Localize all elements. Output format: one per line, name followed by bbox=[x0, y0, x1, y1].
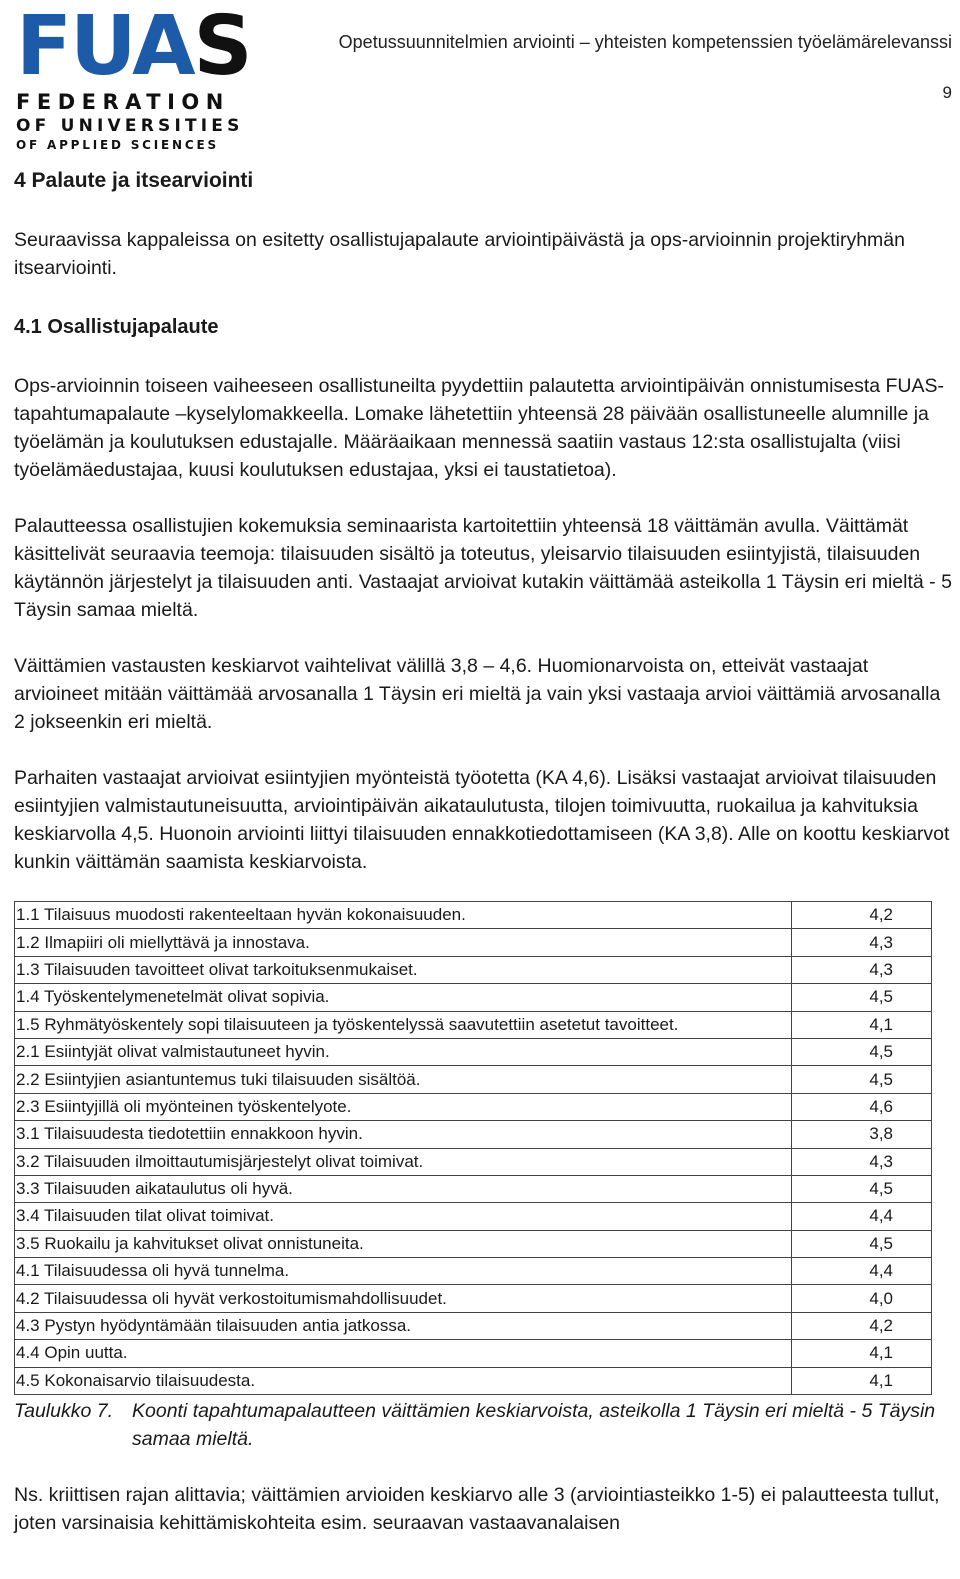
logo-line-1: FEDERATION bbox=[16, 90, 230, 114]
table-row bbox=[15, 1066, 932, 1093]
mean-value-cell: 4,2 bbox=[792, 1312, 932, 1339]
paragraph: Ops-arvioinnin toiseen vaiheeseen osallistuneilta pyydettiin palautetta arviointipäivän onnistumisesta FUAS-tapahtumapalaute –kyselylomakkeella. Lomake lähetettiin yhteensä 28 päivään osallistuneelle alumnille ja työelämän ja koulutuksen edustajalle. Määräaikaan mennessä saatiin vastaus 12:sta osallistujalta (viisi työelämäedustajaa, kuusi koulutuksen edustajaa, yksi ei taustatietoa). bbox=[14, 375, 945, 481]
section-heading: 4 Palaute ja itsearviointi bbox=[14, 169, 254, 192]
table-row bbox=[15, 1285, 932, 1312]
page-number: 9 bbox=[942, 83, 952, 102]
statement-cell: 4.5 Kokonaisarvio tilaisuudesta. bbox=[15, 1367, 792, 1394]
statement-cell: 1.3 Tilaisuuden tavoitteet olivat tarkoituksenmukaiset. bbox=[15, 956, 792, 983]
logo-line-3: OF APPLIED SCIENCES bbox=[16, 138, 219, 152]
mean-value-cell: 4,3 bbox=[792, 1148, 932, 1175]
document-body bbox=[14, 166, 954, 1537]
table-row bbox=[15, 956, 932, 983]
mean-value-cell: 4,3 bbox=[792, 956, 932, 983]
subsection-heading: 4.1 Osallistujapalaute bbox=[14, 316, 219, 338]
mean-value-cell: 4,5 bbox=[792, 1230, 932, 1257]
mean-value-cell: 4,0 bbox=[792, 1285, 932, 1312]
mean-value-cell: 4,1 bbox=[792, 1340, 932, 1367]
logo-wordmark: FUAS bbox=[16, 0, 251, 94]
mean-value-cell: 4,4 bbox=[792, 1203, 932, 1230]
closing-paragraph: Ns. kriittisen rajan alittavia; väittämien arvioiden keskiarvo alle 3 (arviointiasteikko 1-5) ei palautteesta tullut, joten varsinaisia kehittämiskohteita esim. seuraavan vastaavanalaisen bbox=[14, 1484, 940, 1535]
logo-line-2: OF UNIVERSITIES bbox=[16, 116, 244, 136]
mean-value-cell: 4,1 bbox=[792, 1367, 932, 1394]
statement-cell: 4.3 Pystyn hyödyntämään tilaisuuden antia jatkossa. bbox=[15, 1312, 792, 1339]
mean-value-cell: 4,5 bbox=[792, 984, 932, 1011]
statement-cell: 3.5 Ruokailu ja kahvitukset olivat onnistuneita. bbox=[15, 1230, 792, 1257]
table-row bbox=[15, 929, 932, 956]
table-row bbox=[15, 1312, 932, 1339]
statement-cell: 3.1 Tilaisuudesta tiedotettiin ennakkoon hyvin. bbox=[15, 1121, 792, 1148]
mean-value-cell: 4,5 bbox=[792, 1038, 932, 1065]
table-row bbox=[15, 902, 932, 929]
statement-cell: 1.5 Ryhmätyöskentely sopi tilaisuuteen ja työskentelyssä saavutettiin asetetut tavoitteet. bbox=[15, 1011, 792, 1038]
caption-label: Taulukko 7. bbox=[14, 1400, 114, 1423]
statement-cell: 2.2 Esiintyjien asiantuntemus tuki tilaisuuden sisältöä. bbox=[15, 1066, 792, 1093]
mean-value-cell: 4,1 bbox=[792, 1011, 932, 1038]
statement-cell: 3.2 Tilaisuuden ilmoittautumisjärjestelyt olivat toimivat. bbox=[15, 1148, 792, 1175]
table-row bbox=[15, 1203, 932, 1230]
statement-cell: 1.1 Tilaisuus muodosti rakenteeltaan hyvän kokonaisuuden. bbox=[15, 902, 792, 929]
table-row bbox=[15, 1258, 932, 1285]
table-row bbox=[15, 1148, 932, 1175]
fuas-logo bbox=[16, 0, 251, 152]
mean-value-cell: 4,3 bbox=[792, 929, 932, 956]
mean-value-cell: 4,5 bbox=[792, 1066, 932, 1093]
mean-value-cell: 4,2 bbox=[792, 902, 932, 929]
statement-cell: 4.2 Tilaisuudessa oli hyvät verkostoitumismahdollisuudet. bbox=[15, 1285, 792, 1312]
paragraph: Väittämien vastausten keskiarvot vaihtelivat välillä 3,8 – 4,6. Huomionarvoista on, etteivät vastaajat arvioineet mitään väittämää arvosanalla 1 Täysin eri mieltä ja vain yksi vastaaja arvioi väittämiä arvosanalla 2 jokseenkin eri mieltä. bbox=[14, 655, 941, 733]
statement-cell: 2.3 Esiintyjillä oli myönteinen työskentelyote. bbox=[15, 1093, 792, 1120]
statement-cell: 3.3 Tilaisuuden aikataulutus oli hyvä. bbox=[15, 1175, 792, 1202]
statement-cell: 1.4 Työskentelymenetelmät olivat sopivia. bbox=[15, 984, 792, 1011]
section-intro: Seuraavissa kappaleissa on esitetty osallistujapalaute arviointipäivästä ja ops-arvioinnin projektiryhmän itsearviointi. bbox=[14, 229, 905, 279]
running-header: Opetussuunnitelmien arviointi – yhteisten kompetenssien työelämärelevanssi bbox=[338, 32, 952, 52]
mean-value-cell: 4,6 bbox=[792, 1093, 932, 1120]
table-row bbox=[15, 1121, 932, 1148]
table-row bbox=[15, 1340, 932, 1367]
statement-cell: 4.1 Tilaisuudessa oli hyvä tunnelma. bbox=[15, 1258, 792, 1285]
table-row bbox=[15, 1038, 932, 1065]
caption-text: Koonti tapahtumapalautteen väittämien keskiarvoista, asteikolla 1 Täysin eri mieltä - 5 Täysin samaa mieltä. bbox=[132, 1400, 936, 1451]
statement-cell: 4.4 Opin uutta. bbox=[15, 1340, 792, 1367]
mean-value-cell: 4,4 bbox=[792, 1258, 932, 1285]
table-row bbox=[15, 1367, 932, 1394]
statement-cell: 1.2 Ilmapiiri oli miellyttävä ja innostava. bbox=[15, 929, 792, 956]
table-row bbox=[15, 1230, 932, 1257]
table-row bbox=[15, 1011, 932, 1038]
mean-value-cell: 3,8 bbox=[792, 1121, 932, 1148]
mean-value-cell: 4,5 bbox=[792, 1175, 932, 1202]
table-caption bbox=[14, 1397, 954, 1453]
statement-cell: 3.4 Tilaisuuden tilat olivat toimivat. bbox=[15, 1203, 792, 1230]
statement-cell: 2.1 Esiintyjät olivat valmistautuneet hyvin. bbox=[15, 1038, 792, 1065]
paragraph: Palautteessa osallistujien kokemuksia seminaarista kartoitettiin yhteensä 18 väittämän avulla. Väittämät käsittelivät seuraavia teemoja: tilaisuuden sisältö ja toteutus, yleisarvio tilaisuuden esiintyjistä, tilaisuuden käytännön järjestelyt ja tilaisuuden anti. Vastaajat arvioivat kutakin väittämää asteikolla 1 Täysin eri mieltä - 5 Täysin samaa mieltä. bbox=[14, 515, 952, 621]
table-row bbox=[15, 1093, 932, 1120]
results-table bbox=[14, 901, 932, 1395]
table-row bbox=[15, 984, 932, 1011]
paragraph: Parhaiten vastaajat arvioivat esiintyjien myönteistä työotetta (KA 4,6). Lisäksi vastaajat arvioivat tilaisuuden esiintyjien valmistautuneisuutta, arviointipäivän aikataulutusta, tilojen toimivuutta, ruokailua ja kahvituksia keskiarvolla 4,5. Huonoin arviointi liittyi tilaisuuden ennakkotiedottamiseen (KA 3,8). Alle on koottu keskiarvot kunkin väittämän saamista keskiarvoista. bbox=[14, 767, 950, 873]
table-row bbox=[15, 1175, 932, 1202]
